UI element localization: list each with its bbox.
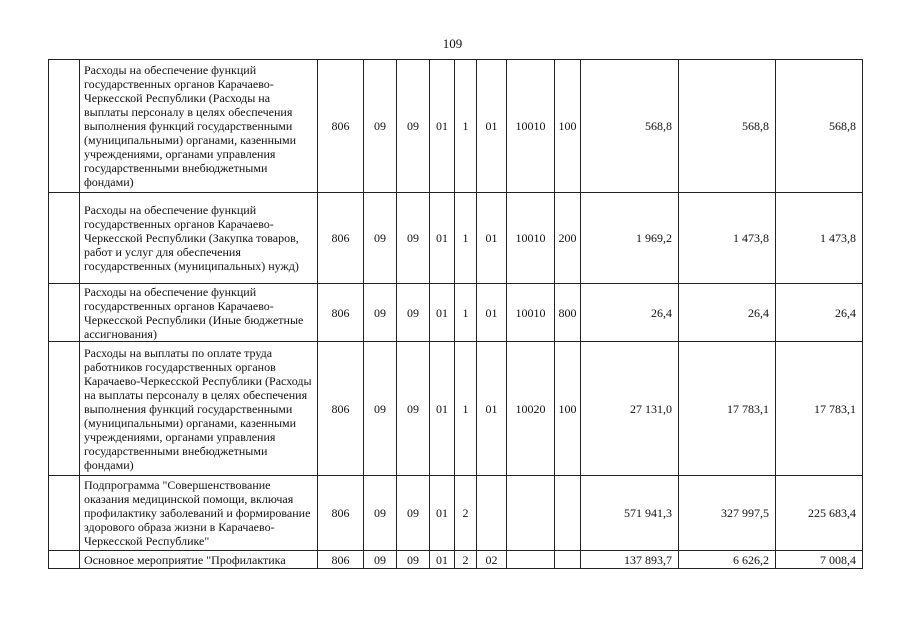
- page-number: 109: [442, 36, 463, 51]
- row-blank-cell: [49, 284, 80, 342]
- row-blank-cell: [49, 551, 80, 569]
- amount-year-2: 6 626,2: [679, 551, 776, 569]
- code-section: 09: [364, 60, 397, 193]
- table-row: [49, 342, 863, 476]
- code-subsection: 09: [397, 193, 430, 284]
- code-expense-type: [555, 476, 581, 551]
- code-program: 01: [430, 551, 455, 569]
- amount-year-3: 7 008,4: [776, 551, 863, 569]
- row-blank-cell: [49, 193, 80, 284]
- code-activity: 01: [477, 193, 507, 284]
- budget-table: [48, 59, 863, 569]
- code-section: 09: [364, 193, 397, 284]
- code-activity: 01: [477, 284, 507, 342]
- row-description: Расходы на обеспечение функций государственных органов Карачаево-Черкесской Республики (Иные бюджетные ассигнования): [80, 284, 318, 342]
- amount-year-3: 225 683,4: [776, 476, 863, 551]
- row-description: Подпрограмма "Совершенствование оказания медицинской помощи, включая профилактику заболеваний и формирование здорового образа жизни в Карачаево-Черкесской Республике": [80, 476, 318, 551]
- amount-year-1: 27 131,0: [581, 342, 679, 476]
- code-expense-type: 100: [555, 60, 581, 193]
- code-activity: 01: [477, 342, 507, 476]
- table-row: [49, 284, 863, 342]
- code-expense-type: [555, 551, 581, 569]
- code-activity: 02: [477, 551, 507, 569]
- code-program: 01: [430, 193, 455, 284]
- code-direction: 10010: [507, 284, 555, 342]
- amount-year-1: 568,8: [581, 60, 679, 193]
- table-row: [49, 476, 863, 551]
- code-expense-type: 800: [555, 284, 581, 342]
- code-direction: 10010: [507, 193, 555, 284]
- amount-year-2: 26,4: [679, 284, 776, 342]
- code-expense-type: 200: [555, 193, 581, 284]
- amount-year-2: 568,8: [679, 60, 776, 193]
- code-subprogram: 1: [455, 342, 477, 476]
- amount-year-3: 17 783,1: [776, 342, 863, 476]
- code-ministry: 806: [318, 193, 364, 284]
- code-subsection: 09: [397, 342, 430, 476]
- code-activity: 01: [477, 60, 507, 193]
- amount-year-2: 1 473,8: [679, 193, 776, 284]
- code-subsection: 09: [397, 551, 430, 569]
- amount-year-3: 1 473,8: [776, 193, 863, 284]
- code-section: 09: [364, 342, 397, 476]
- row-description: Расходы на выплаты по оплате труда работников государственных органов Карачаево-Черкесской Республики (Расходы на выплаты персоналу в целях обеспечения выполнения функций государственными (муниципальными) органами, казенными учреждениями, органами управления государственными внебюджетными фондами): [80, 342, 318, 476]
- row-description: Расходы на обеспечение функций государственных органов Карачаево-Черкесской Республики (Расходы на выплаты персоналу в целях обеспечения выполнения функций государственными (муниципальными) органами, казенными учреждениями, органами управления государственными внебюджетными фондами): [80, 60, 318, 193]
- table-row: [49, 551, 863, 569]
- code-program: 01: [430, 476, 455, 551]
- amount-year-1: 1 969,2: [581, 193, 679, 284]
- amount-year-3: 26,4: [776, 284, 863, 342]
- amount-year-2: 17 783,1: [679, 342, 776, 476]
- row-blank-cell: [49, 60, 80, 193]
- code-program: 01: [430, 60, 455, 193]
- code-direction: 10010: [507, 60, 555, 193]
- code-ministry: 806: [318, 342, 364, 476]
- amount-year-1: 137 893,7: [581, 551, 679, 569]
- amount-year-1: 26,4: [581, 284, 679, 342]
- code-direction: 10020: [507, 342, 555, 476]
- code-direction: [507, 476, 555, 551]
- code-subprogram: 1: [455, 193, 477, 284]
- code-section: 09: [364, 284, 397, 342]
- code-subsection: 09: [397, 284, 430, 342]
- code-ministry: 806: [318, 476, 364, 551]
- code-expense-type: 100: [555, 342, 581, 476]
- code-ministry: 806: [318, 60, 364, 193]
- code-subsection: 09: [397, 476, 430, 551]
- code-program: 01: [430, 284, 455, 342]
- code-direction: [507, 551, 555, 569]
- code-subsection: 09: [397, 60, 430, 193]
- code-ministry: 806: [318, 551, 364, 569]
- code-section: 09: [364, 476, 397, 551]
- amount-year-3: 568,8: [776, 60, 863, 193]
- table-row: [49, 60, 863, 193]
- row-blank-cell: [49, 342, 80, 476]
- code-subprogram: 1: [455, 284, 477, 342]
- code-program: 01: [430, 342, 455, 476]
- row-description: Основное мероприятие "Профилактика: [80, 551, 318, 569]
- amount-year-2: 327 997,5: [679, 476, 776, 551]
- row-blank-cell: [49, 476, 80, 551]
- amount-year-1: 571 941,3: [581, 476, 679, 551]
- code-subprogram: 2: [455, 476, 477, 551]
- code-section: 09: [364, 551, 397, 569]
- table-row: [49, 193, 863, 284]
- code-subprogram: 2: [455, 551, 477, 569]
- code-ministry: 806: [318, 284, 364, 342]
- row-description: Расходы на обеспечение функций государственных органов Карачаево-Черкесской Республики (Закупка товаров, работ и услуг для обеспечения государственных (муниципальных) нужд): [80, 193, 318, 284]
- code-subprogram: 1: [455, 60, 477, 193]
- code-activity: [477, 476, 507, 551]
